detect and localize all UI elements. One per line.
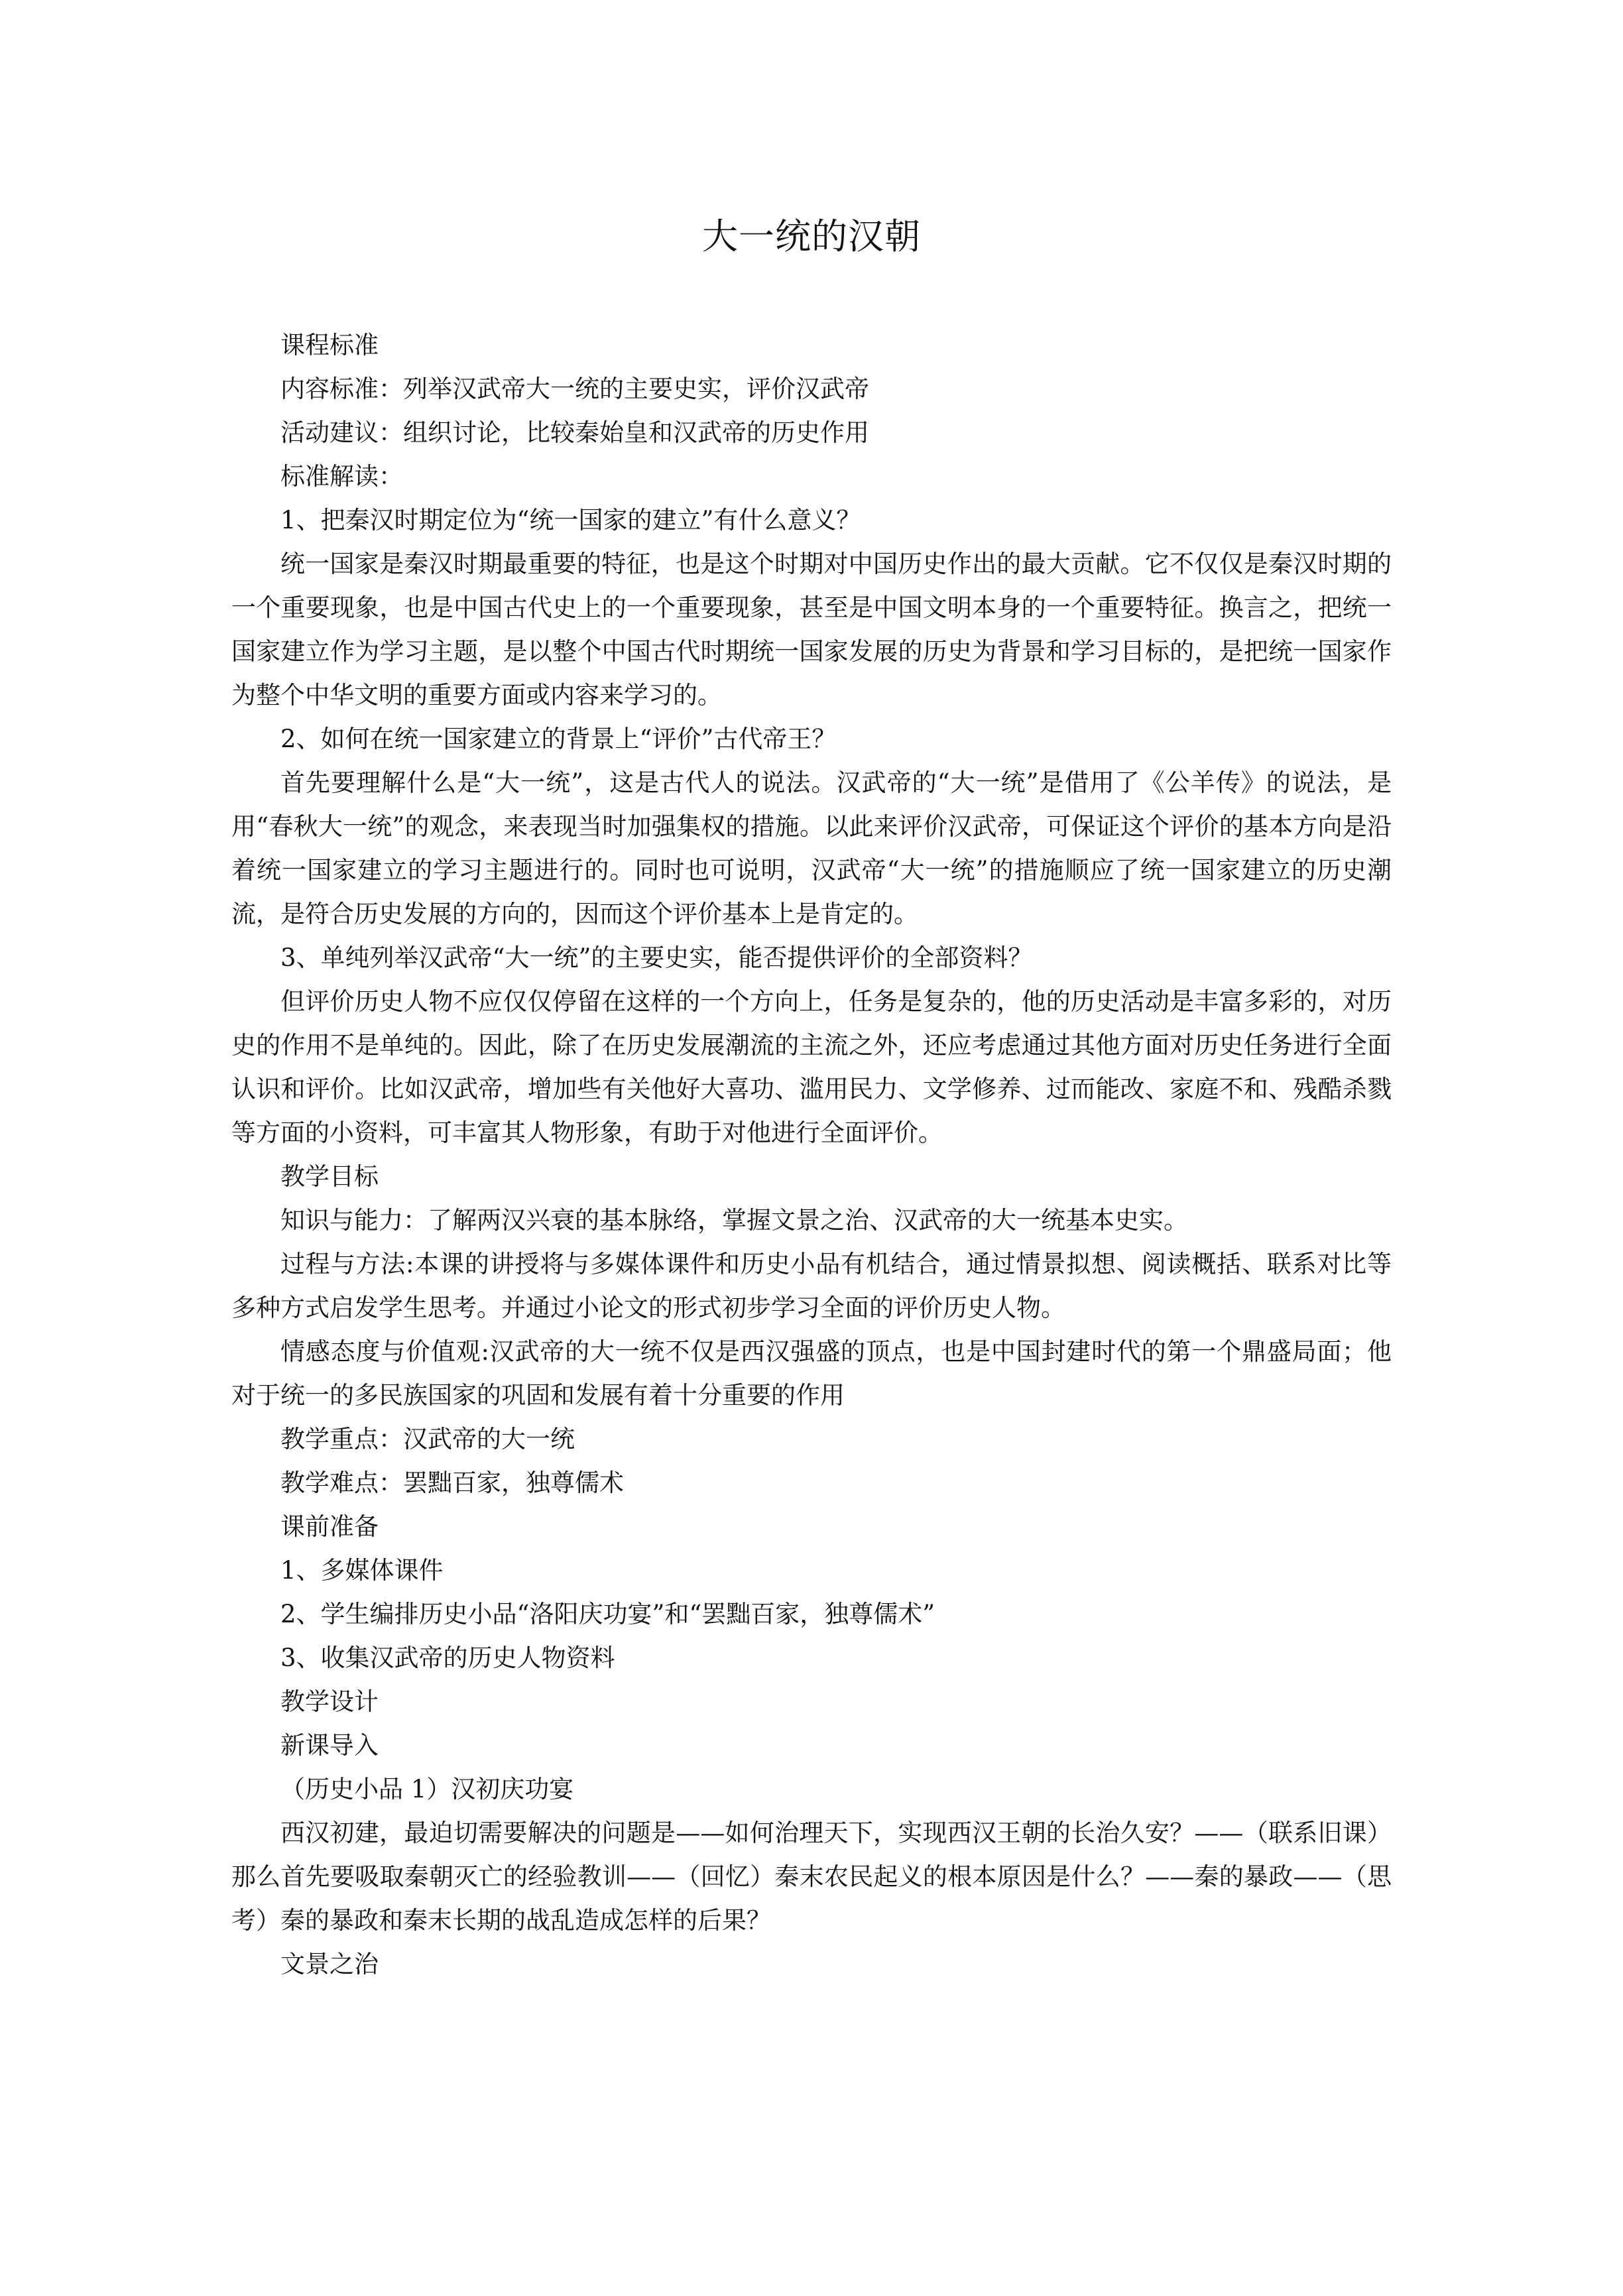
paragraph: 西汉初建，最迫切需要解决的问题是——如何治理天下，实现西汉王朝的长治久安？——（联系旧课）那么首先要吸取秦朝灭亡的经验教训——（回忆）秦末农民起义的根本原因是什么？——秦的暴政——（思考）秦的暴政和秦末长期的战乱造成怎样的后果？ bbox=[231, 1819, 1392, 1935]
paragraph: 首先要理解什么是“大一统”，这是古代人的说法。汉武帝的“大一统”是借用了《公羊传》的说法，是用“春秋大一统”的观念，来表现当时加强集权的措施。以此来评价汉武帝，可保证这个评价的基本方向是沿着统一国家建立的学习主题进行的。同时也可说明，汉武帝“大一统”的措施顺应了统一国家建立的历史潮流，是符合历史发展的方向的，因而这个评价基本上是肯定的。 bbox=[231, 768, 1392, 928]
paragraph: 2、如何在统一国家建立的背景上“评价”古代帝王？ bbox=[280, 725, 837, 753]
paragraph: 1、把秦汉时期定位为“统一国家的建立”有什么意义？ bbox=[280, 506, 861, 534]
paragraph: 课前准备 bbox=[280, 1512, 379, 1541]
paragraph: 知识与能力：了解两汉兴衰的基本脉络，掌握文景之治、汉武帝的大一统基本史实。 bbox=[280, 1206, 1188, 1235]
paragraph: 但评价历史人物不应仅仅停留在这样的一个方向上，任务是复杂的，他的历史活动是丰富多彩的，对历史的作用不是单纯的。因此，除了在历史发展潮流的主流之外，还应考虑通过其他方面对历史任务进行全面认识和评价。比如汉武帝，增加些有关他好大喜功、滥用民力、文学修养、过而能改、家庭不和、残酷杀戮等方面的小资料，可丰富其人物形象，有助于对他进行全面评价。 bbox=[231, 987, 1392, 1147]
paragraph: 情感态度与价值观:汉武帝的大一统不仅是西汉强盛的顶点，也是中国封建时代的第一个鼎盛局面；他对于统一的多民族国家的巩固和发展有着十分重要的作用 bbox=[231, 1337, 1392, 1410]
paragraph: 活动建议：组织讨论，比较秦始皇和汉武帝的历史作用 bbox=[280, 418, 869, 447]
document-body bbox=[231, 324, 1392, 1986]
paragraph: 教学难点：罢黜百家，独尊儒术 bbox=[280, 1469, 624, 1497]
paragraph: 教学设计 bbox=[280, 1687, 379, 1716]
paragraph: 2、学生编排历史小品“洛阳庆功宴”和“罢黜百家，独尊儒术” bbox=[280, 1600, 935, 1628]
paragraph: 课程标准 bbox=[280, 331, 379, 359]
paragraph: 内容标准：列举汉武帝大一统的主要史实，评价汉武帝 bbox=[280, 375, 869, 403]
document-title: 大一统的汉朝 bbox=[702, 215, 921, 257]
paragraph: 过程与方法:本课的讲授将与多媒体课件和历史小品有机结合，通过情景拟想、阅读概括、联系对比等多种方式启发学生思考。并通过小论文的形式初步学习全面的评价历史人物。 bbox=[231, 1250, 1392, 1322]
paragraph: 新课导入 bbox=[280, 1731, 379, 1760]
paragraph: 3、单纯列举汉武帝“大一统”的主要史实，能否提供评价的全部资料？ bbox=[280, 943, 1033, 972]
paragraph: 教学目标 bbox=[280, 1162, 379, 1191]
paragraph: 3、收集汉武帝的历史人物资料 bbox=[280, 1644, 615, 1672]
paragraph: 1、多媒体课件 bbox=[280, 1556, 444, 1585]
paragraph: 标准解读： bbox=[280, 462, 403, 491]
paragraph: （历史小品 1）汉初庆功宴 bbox=[280, 1775, 574, 1803]
paragraph: 教学重点：汉武帝的大一统 bbox=[280, 1425, 575, 1453]
paragraph: 文景之治 bbox=[280, 1950, 379, 1978]
paragraph: 统一国家是秦汉时期最重要的特征，也是这个时期对中国历史作出的最大贡献。它不仅仅是秦汉时期的一个重要现象，也是中国古代史上的一个重要现象，甚至是中国文明本身的一个重要特征。换言之，把统一国家建立作为学习主题，是以整个中国古代时期统一国家发展的历史为背景和学习目标的，是把统一国家作为整个中华文明的重要方面或内容来学习的。 bbox=[231, 550, 1392, 709]
